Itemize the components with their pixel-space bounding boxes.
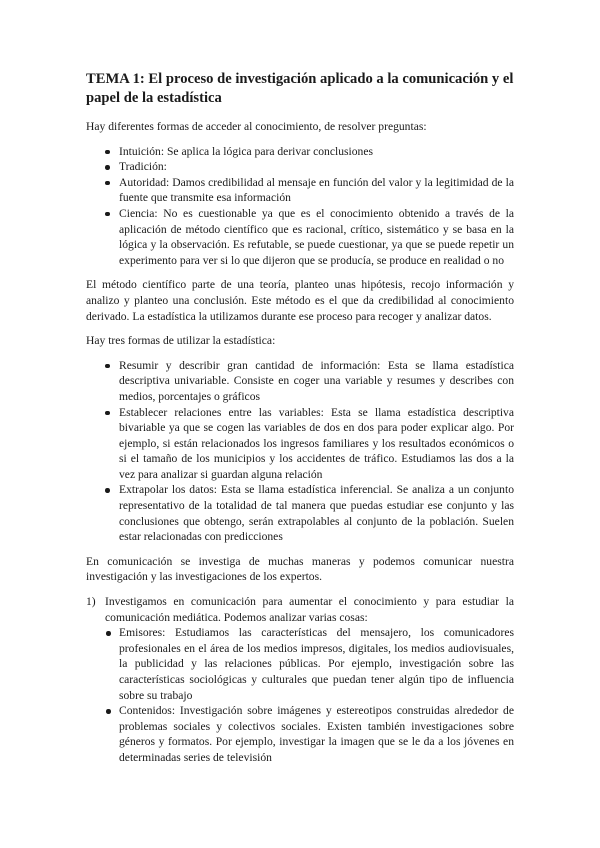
list-item: Emisores: Estudiamos las características del mensajero, los comunicadores profesionales en el área de los medios impresos, digitales, los medios audiovisuales, la publicidad y las relaciones públicas. Por ejemplo, investigación sobre las características sociológicas y culturales que puedan tener algún tipo de influencia sobre su trabajo [105, 625, 514, 703]
sub-list [105, 625, 514, 765]
intro-paragraph: Hay diferentes formas de acceder al conocimiento, de resolver preguntas: [86, 120, 427, 133]
list-item: Ciencia: No es cuestionable ya que es el conocimiento obtenido a través de la aplicación de método científico que es racional, crítico, sistemático y se basa en la lógica y la observación. Es refutable, se puede cuestionar, ya que se puede repetir un experimento para ver si lo que dijeron que se producía, se produce en realidad o no [86, 206, 514, 268]
stats-intro-paragraph: Hay tres formas de utilizar la estadística: [86, 334, 276, 348]
method-paragraph: El método científico parte de una teoría, planteo unas hipótesis, recojo información y analizo y planteo una conclusión. Este método es el que da credibilidad al conocimiento derivado. La estadística la utilizamos durante ese proceso para recoger y analizar datos. [86, 278, 514, 323]
communication-paragraph: En comunicación se investiga de muchas maneras y podemos comunicar nuestra investigación y las investigaciones de los expertos. [86, 554, 514, 584]
list-item: Contenidos: Investigación sobre imágenes y estereotipos construidas alrededor de problemas sociales y colectivos sociales. Existen también investigaciones sobre géneros y formatos. Por ejemplo, investigar la imagen que se le da a los jóvenes en determinadas series de televisión [105, 703, 514, 765]
document-title: TEMA 1: El proceso de investigación aplicado a la comunicación y el papel de la estadística [86, 71, 514, 106]
numbered-list [86, 594, 514, 766]
number-marker: 1) [86, 595, 96, 609]
list-item: Intuición: Se aplica la lógica para derivar conclusiones [86, 144, 514, 160]
list-item: Autoridad: Damos credibilidad al mensaje en función del valor y la legitimidad de la fuente que transmite esa información [86, 175, 514, 206]
document-page [86, 70, 514, 775]
numbered-item-text: Investigamos en comunicación para aumentar el conocimiento y para estudiar la comunicación mediática. Podemos analizar varias cosas: [105, 595, 514, 624]
list-item: Establecer relaciones entre las variables: Esta se llama estadística descriptiva bivariable ya que se cogen las variables de dos en dos para poder explicar algo. Por ejemplo, si están relacionados los ingresos familiares y los resultados económicos o si el tamaño de los municipios y los accidentes de tráfico. Estudiamos las dos a la vez para analizar si guardan alguna relación [86, 405, 514, 483]
list-item: Tradición: [86, 159, 514, 175]
list-item: Resumir y describir gran cantidad de información: Esta se llama estadística descriptiva univariable. Consiste en coger una variable y resumes y describes con medios, porcentajes o gráficos [86, 358, 514, 405]
list-item: Extrapolar los datos: Esta se llama estadística inferencial. Se analiza a un conjunto representativo de la totalidad de tal manera que puedas estudiar ese conjunto y las conclusiones que obtengo, serán extrapolables al conjunto de la población. Suelen estar relacionadas con predicciones [86, 482, 514, 544]
stats-list [86, 358, 514, 545]
numbered-item [86, 594, 514, 766]
knowledge-list [86, 144, 514, 269]
